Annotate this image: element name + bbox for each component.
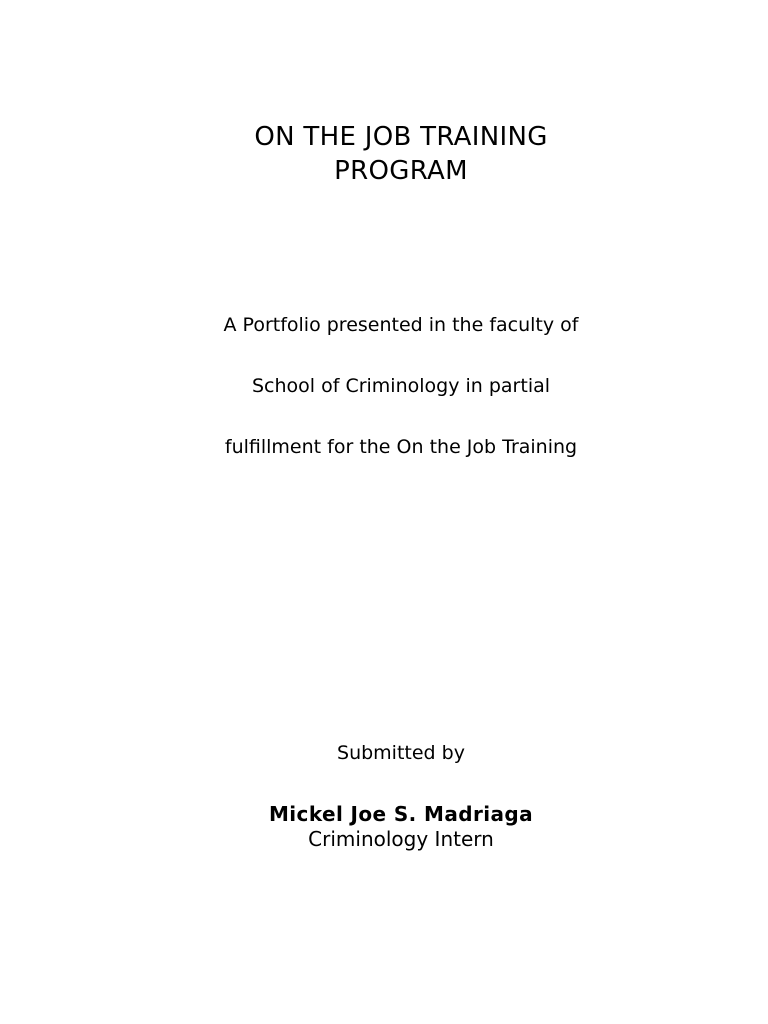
description-line-3: fulfillment for the On the Job Training [224,436,578,458]
submitted-by-label: Submitted by [337,742,465,764]
author-role: Criminology Intern [308,827,494,851]
title-line-1: ON THE JOB TRAINING [254,122,548,152]
document-title [0,120,768,188]
author-name: Mickel Joe S. Madriaga [269,802,533,826]
description-line-2: School of Criminology in partial [251,375,551,397]
description-line-1: A Portfolio presented in the faculty of [223,314,579,336]
title-line-2: PROGRAM [334,156,468,186]
